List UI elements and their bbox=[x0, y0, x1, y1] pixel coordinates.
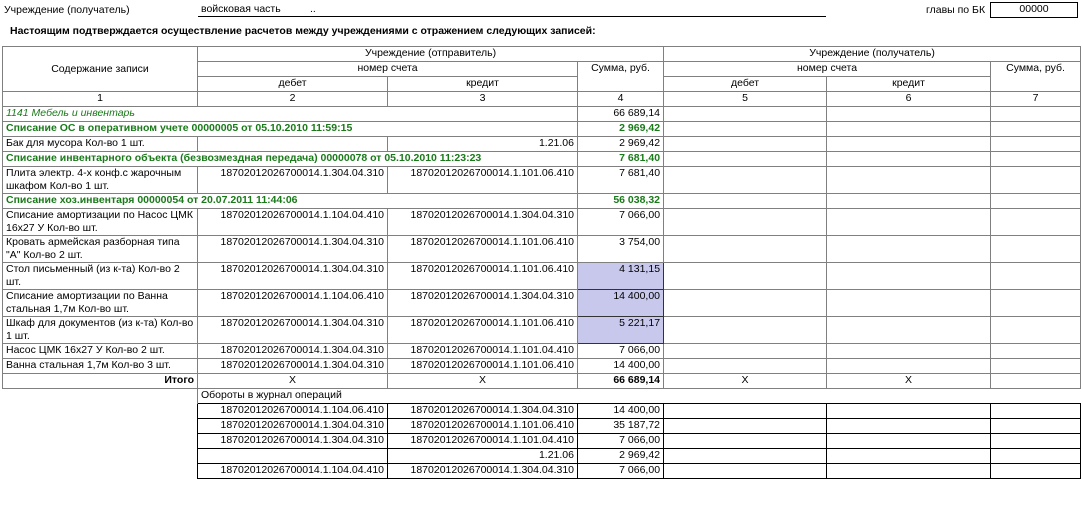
empty-cell bbox=[3, 449, 198, 464]
empty-cell bbox=[827, 236, 991, 263]
empty-cell bbox=[827, 194, 991, 209]
col-recipient-header: Учреждение (получатель) bbox=[664, 47, 1081, 62]
table-row[interactable] bbox=[3, 317, 1081, 344]
row-debit: 18702012026700014.1.304.04.310 bbox=[198, 167, 388, 194]
empty-cell bbox=[827, 419, 991, 434]
empty-cell bbox=[664, 290, 827, 317]
turnover-debit: 18702012026700014.1.304.04.310 bbox=[198, 419, 388, 434]
empty-cell bbox=[664, 464, 827, 479]
turnover-row[interactable] bbox=[3, 404, 1081, 419]
row-credit: 18702012026700014.1.304.04.310 bbox=[388, 290, 578, 317]
empty-cell bbox=[3, 464, 198, 479]
turnover-row[interactable] bbox=[3, 464, 1081, 479]
empty-cell bbox=[3, 434, 198, 449]
turnover-credit: 18702012026700014.1.101.04.410 bbox=[388, 434, 578, 449]
empty-cell bbox=[664, 317, 827, 344]
empty-cell bbox=[3, 404, 198, 419]
bk-value-box[interactable]: 00000 bbox=[990, 2, 1078, 18]
empty-cell bbox=[664, 167, 827, 194]
column-number-row bbox=[3, 92, 1081, 107]
row-sum: 7 681,40 bbox=[578, 167, 664, 194]
group-row[interactable] bbox=[3, 152, 1081, 167]
empty-cell bbox=[827, 152, 991, 167]
total-x: X bbox=[664, 374, 827, 389]
row-credit: 18702012026700014.1.101.06.410 bbox=[388, 263, 578, 290]
turnover-row[interactable] bbox=[3, 449, 1081, 464]
turnover-debit: 18702012026700014.1.304.04.310 bbox=[198, 434, 388, 449]
row-sum[interactable]: 4 131,15 bbox=[578, 263, 664, 290]
empty-cell bbox=[991, 464, 1081, 479]
table-row[interactable] bbox=[3, 290, 1081, 317]
bk-label: главы по БК bbox=[926, 4, 986, 16]
recipient-debit-header: дебет bbox=[664, 77, 827, 92]
empty-cell bbox=[664, 344, 827, 359]
empty-cell bbox=[991, 404, 1081, 419]
group-row[interactable] bbox=[3, 122, 1081, 137]
table-row[interactable] bbox=[3, 263, 1081, 290]
row-name: Списание амортизации по Насос ЦМК 16х27 У Кол-во шт. bbox=[3, 209, 198, 236]
turnover-caption: Обороты в журнал операций bbox=[198, 389, 1081, 404]
row-sum: 3 754,00 bbox=[578, 236, 664, 263]
turnover-debit bbox=[198, 449, 388, 464]
sender-debit-header: дебет bbox=[198, 77, 388, 92]
row-debit: 18702012026700014.1.104.04.410 bbox=[198, 209, 388, 236]
empty-cell bbox=[827, 317, 991, 344]
empty-cell bbox=[827, 167, 991, 194]
row-credit: 18702012026700014.1.101.06.410 bbox=[388, 236, 578, 263]
empty-cell bbox=[991, 236, 1081, 263]
turnover-row[interactable] bbox=[3, 434, 1081, 449]
recipient-account-header: номер счета bbox=[664, 62, 991, 77]
turnover-sum: 7 066,00 bbox=[578, 434, 664, 449]
total-x: X bbox=[388, 374, 578, 389]
turnover-sum: 35 187,72 bbox=[578, 419, 664, 434]
empty-cell bbox=[3, 389, 198, 404]
table-row[interactable] bbox=[3, 209, 1081, 236]
group-title: Списание инвентарного объекта (безвозмездная передача) 00000078 от 05.10.2010 11:23:23 bbox=[3, 152, 578, 167]
group-title: Списание хоз.инвентаря 00000054 от 20.07.2011 11:44:06 bbox=[3, 194, 578, 209]
category-row[interactable] bbox=[3, 107, 1081, 122]
empty-cell bbox=[664, 122, 827, 137]
empty-cell bbox=[664, 209, 827, 236]
turnover-row[interactable] bbox=[3, 419, 1081, 434]
row-name: Шкаф для документов (из к-та) Кол-во 1 шт. bbox=[3, 317, 198, 344]
empty-cell bbox=[991, 167, 1081, 194]
category-label: 1141 Мебель и инвентарь bbox=[3, 107, 578, 122]
sender-account-header: номер счета bbox=[198, 62, 578, 77]
row-name: Насос ЦМК 16х27 У Кол-во 2 шт. bbox=[3, 344, 198, 359]
turnover-caption-row bbox=[3, 389, 1081, 404]
empty-cell bbox=[664, 404, 827, 419]
empty-cell bbox=[991, 194, 1081, 209]
col-num-2: 2 bbox=[198, 92, 388, 107]
empty-cell bbox=[664, 137, 827, 152]
empty-cell bbox=[827, 263, 991, 290]
empty-cell bbox=[991, 209, 1081, 236]
empty-cell bbox=[664, 359, 827, 374]
col-num-5: 5 bbox=[664, 92, 827, 107]
row-name: Плита электр. 4-х конф.с жарочным шкафом Кол-во 1 шт. bbox=[3, 167, 198, 194]
empty-cell bbox=[991, 137, 1081, 152]
turnover-sum: 14 400,00 bbox=[578, 404, 664, 419]
recipient-value: войсковая часть bbox=[201, 3, 281, 15]
turnover-sum: 7 066,00 bbox=[578, 464, 664, 479]
recipient-credit-header: кредит bbox=[827, 77, 991, 92]
recipient-extra: .. bbox=[310, 3, 316, 15]
empty-cell bbox=[827, 344, 991, 359]
col-num-4: 4 bbox=[578, 92, 664, 107]
row-name: Стол письменный (из к-та) Кол-во 2 шт. bbox=[3, 263, 198, 290]
col-content-header: Содержание записи bbox=[3, 47, 198, 92]
turnover-debit: 18702012026700014.1.104.04.410 bbox=[198, 464, 388, 479]
row-debit: 18702012026700014.1.304.04.310 bbox=[198, 236, 388, 263]
empty-cell bbox=[664, 236, 827, 263]
empty-cell bbox=[827, 404, 991, 419]
total-sum: 66 689,14 bbox=[578, 374, 664, 389]
row-name: Кровать армейская разборная типа "А" Кол-во 2 шт. bbox=[3, 236, 198, 263]
row-name: Списание амортизации по Ванна стальная 1,7м Кол-во шт. bbox=[3, 290, 198, 317]
total-label: Итого bbox=[3, 374, 198, 389]
empty-cell bbox=[827, 290, 991, 317]
group-row[interactable] bbox=[3, 194, 1081, 209]
category-sum: 66 689,14 bbox=[578, 107, 664, 122]
empty-cell bbox=[664, 152, 827, 167]
empty-cell bbox=[827, 464, 991, 479]
row-sum: 7 066,00 bbox=[578, 344, 664, 359]
col-num-1: 1 bbox=[3, 92, 198, 107]
row-credit: 18702012026700014.1.101.04.410 bbox=[388, 344, 578, 359]
col-sender-header: Учреждение (отправитель) bbox=[198, 47, 664, 62]
recipient-label: Учреждение (получатель) bbox=[4, 4, 130, 16]
row-sum[interactable]: 5 221,17 bbox=[578, 317, 664, 344]
recipient-field[interactable] bbox=[198, 2, 826, 17]
empty-cell bbox=[827, 209, 991, 236]
empty-cell bbox=[664, 449, 827, 464]
empty-cell bbox=[991, 419, 1081, 434]
empty-cell bbox=[827, 122, 991, 137]
empty-cell bbox=[991, 317, 1081, 344]
turnover-credit: 1.21.06 bbox=[388, 449, 578, 464]
total-x: X bbox=[198, 374, 388, 389]
turnover-debit: 18702012026700014.1.104.06.410 bbox=[198, 404, 388, 419]
empty-cell bbox=[3, 419, 198, 434]
empty-cell bbox=[664, 419, 827, 434]
group-sum: 7 681,40 bbox=[578, 152, 664, 167]
turnover-sum: 2 969,42 bbox=[578, 449, 664, 464]
empty-cell bbox=[991, 344, 1081, 359]
empty-cell bbox=[991, 449, 1081, 464]
total-x: X bbox=[827, 374, 991, 389]
turnover-credit: 18702012026700014.1.101.06.410 bbox=[388, 419, 578, 434]
empty-cell bbox=[991, 152, 1081, 167]
empty-cell bbox=[827, 434, 991, 449]
row-debit: 18702012026700014.1.304.04.310 bbox=[198, 263, 388, 290]
row-sum[interactable]: 14 400,00 bbox=[578, 290, 664, 317]
header-row-1 bbox=[3, 47, 1081, 62]
total-row bbox=[3, 374, 1081, 389]
empty-cell bbox=[991, 359, 1081, 374]
table-row[interactable] bbox=[3, 137, 1081, 152]
table-row[interactable] bbox=[3, 359, 1081, 374]
col-num-6: 6 bbox=[827, 92, 991, 107]
row-debit bbox=[198, 137, 388, 152]
turnover-credit: 18702012026700014.1.304.04.310 bbox=[388, 404, 578, 419]
group-sum: 2 969,42 bbox=[578, 122, 664, 137]
row-credit: 1.21.06 bbox=[388, 137, 578, 152]
empty-cell bbox=[664, 263, 827, 290]
empty-cell bbox=[991, 434, 1081, 449]
empty-cell bbox=[827, 449, 991, 464]
empty-cell bbox=[991, 263, 1081, 290]
row-debit: 18702012026700014.1.304.04.310 bbox=[198, 344, 388, 359]
row-credit: 18702012026700014.1.101.06.410 bbox=[388, 359, 578, 374]
group-sum: 56 038,32 bbox=[578, 194, 664, 209]
empty-cell bbox=[664, 434, 827, 449]
row-sum: 7 066,00 bbox=[578, 209, 664, 236]
recipient-sum-header: Сумма, руб. bbox=[991, 62, 1081, 92]
sender-credit-header: кредит bbox=[388, 77, 578, 92]
settlement-table bbox=[2, 46, 1081, 479]
confirm-text: Настоящим подтверждается осуществление расчетов между учреждениями с отражением следующих записей: bbox=[10, 25, 596, 37]
col-num-3: 3 bbox=[388, 92, 578, 107]
col-num-7: 7 bbox=[991, 92, 1081, 107]
row-name: Ванна стальная 1,7м Кол-во 3 шт. bbox=[3, 359, 198, 374]
row-credit: 18702012026700014.1.304.04.310 bbox=[388, 209, 578, 236]
sender-sum-header: Сумма, руб. bbox=[578, 62, 664, 92]
row-credit: 18702012026700014.1.101.06.410 bbox=[388, 167, 578, 194]
row-credit: 18702012026700014.1.101.06.410 bbox=[388, 317, 578, 344]
empty-cell bbox=[664, 194, 827, 209]
table-row[interactable] bbox=[3, 167, 1081, 194]
empty-cell bbox=[991, 374, 1081, 389]
empty-cell bbox=[827, 359, 991, 374]
table-row[interactable] bbox=[3, 344, 1081, 359]
row-debit: 18702012026700014.1.104.06.410 bbox=[198, 290, 388, 317]
row-debit: 18702012026700014.1.304.04.310 bbox=[198, 359, 388, 374]
empty-cell bbox=[827, 137, 991, 152]
row-sum: 14 400,00 bbox=[578, 359, 664, 374]
row-sum: 2 969,42 bbox=[578, 137, 664, 152]
empty-cell bbox=[991, 122, 1081, 137]
turnover-credit: 18702012026700014.1.304.04.310 bbox=[388, 464, 578, 479]
row-debit: 18702012026700014.1.304.04.310 bbox=[198, 317, 388, 344]
row-name: Бак для мусора Кол-во 1 шт. bbox=[3, 137, 198, 152]
empty-cell bbox=[991, 290, 1081, 317]
group-title: Списание ОС в оперативном учете 00000005 от 05.10.2010 11:59:15 bbox=[3, 122, 578, 137]
table-row[interactable] bbox=[3, 236, 1081, 263]
